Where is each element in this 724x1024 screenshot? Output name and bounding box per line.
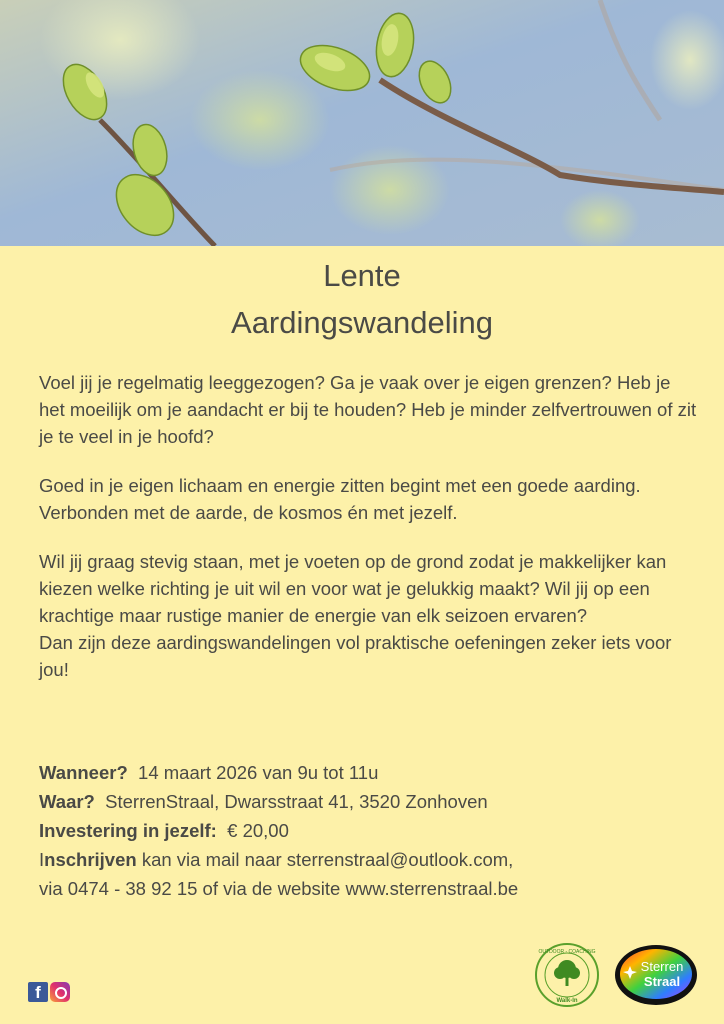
logo-sterren-line2: Straal [643, 974, 681, 989]
signup-prefix: I [39, 849, 45, 870]
logo-walk-bottom: Walk-In [556, 998, 578, 1004]
logo-walk-top: OUTDOOR - COACHING [538, 949, 596, 955]
price-row [39, 816, 699, 845]
title-line-2: Aardingswandeling [231, 305, 493, 340]
when-label: Wanneer? [39, 762, 128, 783]
sterrenstraal-logo [614, 944, 698, 1006]
social-links [28, 982, 70, 1002]
price-value: € 20,00 [227, 820, 289, 841]
instagram-icon[interactable] [50, 982, 70, 1002]
logo-sterren-line1: Sterren [640, 959, 684, 974]
intro-text [39, 369, 699, 705]
where-label: Waar? [39, 791, 95, 812]
header-photo [0, 0, 724, 246]
facebook-icon[interactable]: f [28, 982, 48, 1002]
paragraph-2: Goed in je eigen lichaam en energie zitten begint met een goede aarding. Verbonden met de aarde, de kosmos én met jezelf. [39, 475, 641, 523]
page-title [0, 252, 724, 346]
where-row [39, 787, 699, 816]
paragraph-3: Wil jij graag stevig staan, met je voeten op de grond zodat je makkelijker kan kiezen welke richting je uit wil en voor wat je gelukkig maakt? Wil jij op een krachtige maar rustige manier de energie van elk seizoen ervaren? [39, 551, 667, 626]
outdoor-coaching-logo [534, 942, 600, 1008]
signup-row [39, 845, 699, 874]
title-line-1: Lente [323, 258, 401, 293]
event-details [39, 758, 699, 903]
price-label: Investering in jezelf: [39, 820, 217, 841]
signup-line-2: via 0474 - 38 92 15 of via de website www.sterrenstraal.be [39, 878, 519, 899]
when-value: 14 maart 2026 van 9u tot 11u [138, 762, 379, 783]
signup-value: kan via mail naar sterrenstraal@outlook.com, [136, 849, 514, 870]
paragraph-4: Dan zijn deze aardingswandelingen vol praktische oefeningen zeker iets voor jou! [39, 632, 672, 680]
when-row [39, 758, 699, 787]
paragraph-1: Voel jij je regelmatig leeggezogen? Ga je vaak over je eigen grenzen? Heb je het moeilijk om je aandacht er bij te houden? Heb je minder zelfvertrouwen of zit je te veel in je hoofd? [39, 372, 697, 447]
signup-label: nschrijven [44, 849, 137, 870]
where-value: SterrenStraal, Dwarsstraat 41, 3520 Zonhoven [105, 791, 488, 812]
